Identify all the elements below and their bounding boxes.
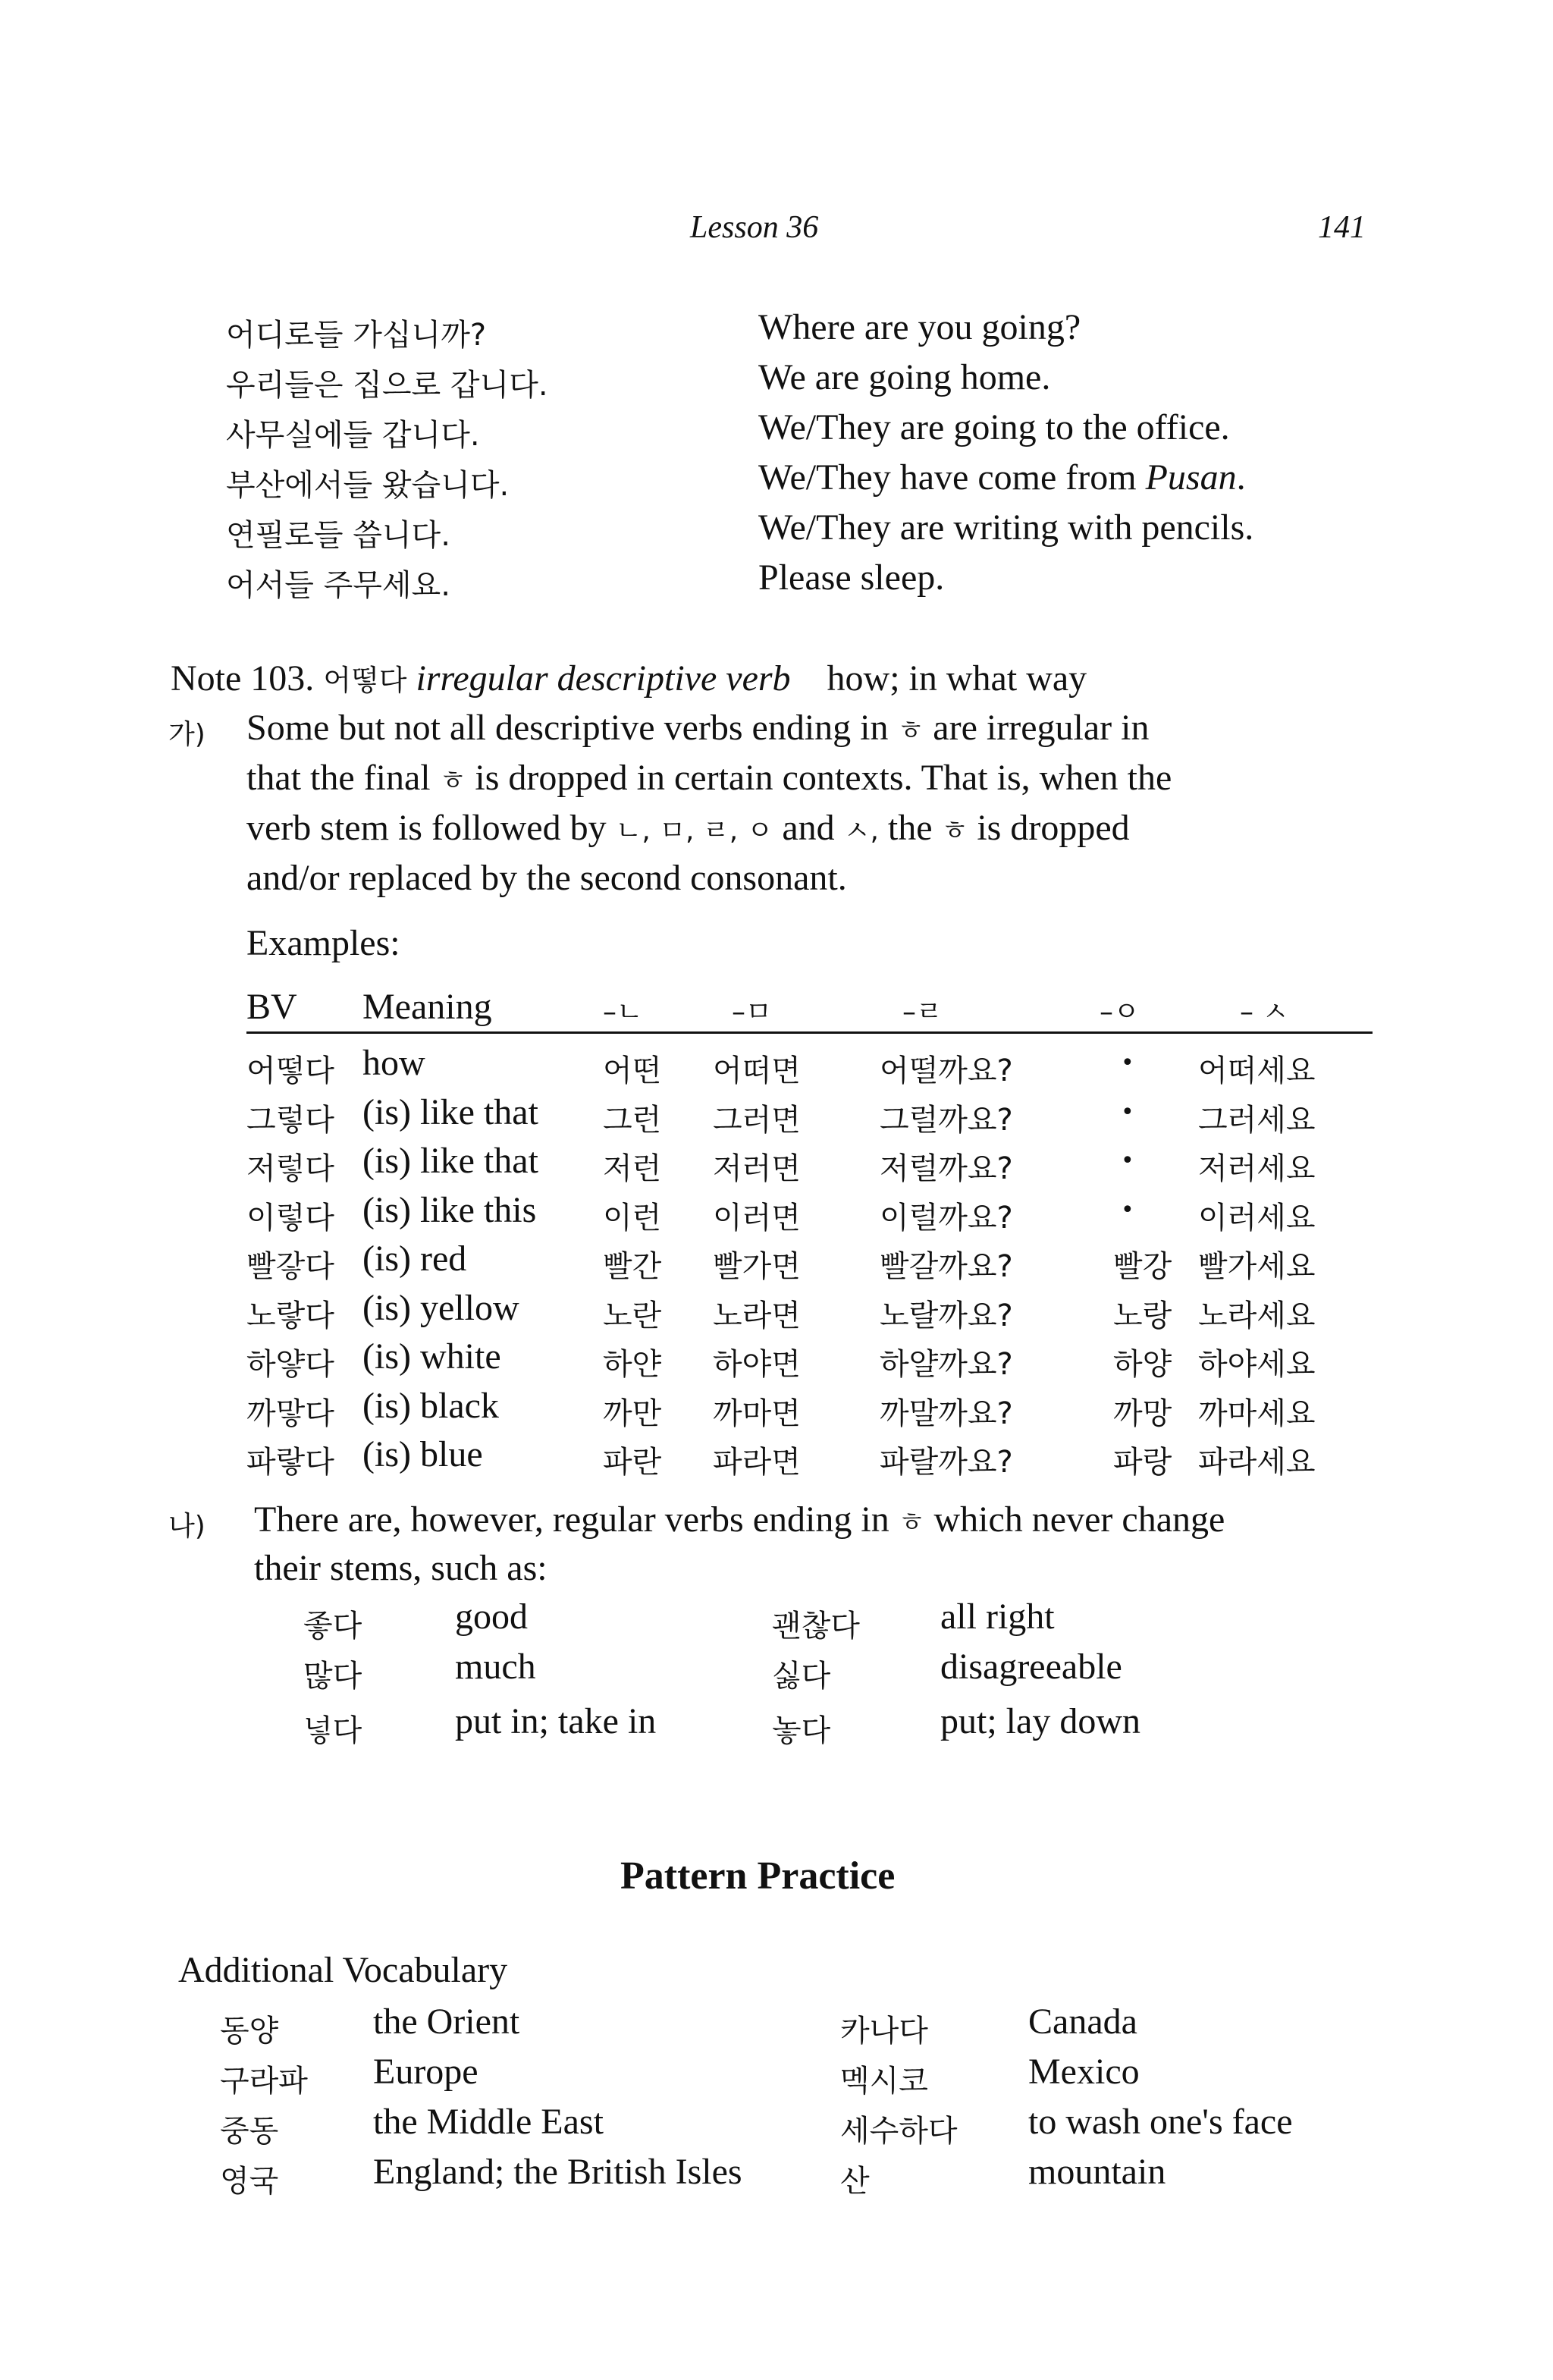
vocab-ko: 카나다	[840, 2014, 928, 2049]
cell-bv: 그렇다	[246, 1103, 334, 1138]
sentence-ko: 부산에서들 왔습니다.	[226, 468, 510, 503]
note-title: irregular descriptive verb	[416, 658, 791, 699]
sentence-en: We/They are writing with pencils.	[758, 507, 1254, 548]
jamo-h: ㅎ	[897, 715, 924, 746]
page-number: 141	[1318, 210, 1366, 245]
regular-verb-en: put in; take in	[455, 1701, 657, 1741]
cell-m-form: 저러면	[713, 1151, 801, 1186]
sentence-ko: 우리들은 집으로 갑니다.	[226, 368, 548, 403]
cell-l-form: 노랄까요?	[880, 1298, 1013, 1333]
text: are irregular in	[933, 708, 1150, 748]
note-number: Note 103.	[171, 658, 315, 699]
table-header-bv: BV	[246, 987, 297, 1027]
cell-l-form: 까말까요?	[880, 1396, 1013, 1431]
vocab-ko: 세수하다	[840, 2114, 958, 2149]
vocab-title: Additional Vocabulary	[178, 1950, 508, 1990]
cell-m-form: 까마면	[713, 1396, 801, 1431]
vocab-en: the Orient	[373, 2002, 520, 2042]
cell-l-form: 파랄까요?	[880, 1445, 1013, 1480]
text: is dropped in certain contexts. That is, when the	[475, 758, 1172, 798]
cell-n-form: 그런	[603, 1103, 662, 1138]
section-marker-a: 가)	[168, 719, 205, 750]
table-header-meaning: Meaning	[362, 987, 492, 1027]
sentence-en	[758, 457, 1246, 498]
cell-n-form: 빨간	[603, 1249, 662, 1284]
sentence-en: We/They are going to the office.	[758, 407, 1230, 447]
cell-bv: 이렇다	[246, 1201, 334, 1236]
note-word: 어떻다	[323, 664, 407, 697]
vocab-en: England; the British Isles	[373, 2152, 742, 2192]
vocab-en: Mexico	[1028, 2052, 1140, 2092]
sentence-ko: 어디로들 가십니까?	[226, 318, 487, 353]
table-header-n: –ㄴ	[603, 997, 643, 1028]
cell-bv: 파랗다	[246, 1445, 334, 1480]
para-a-line-3	[246, 807, 1130, 849]
text: verb stem is followed by	[246, 808, 607, 848]
jamo-h: ㅎ	[439, 765, 466, 796]
sentence-en: We are going home.	[758, 357, 1051, 397]
para-a-line-2	[246, 757, 1172, 799]
cell-bv: 빨갛다	[246, 1249, 334, 1284]
table-rule	[246, 1031, 1373, 1034]
para-a-line-1	[246, 707, 1149, 749]
sentence-ko: 어서들 주무세요.	[226, 568, 450, 603]
cell-n-form: 이런	[603, 1201, 662, 1236]
cell-meaning: (is) black	[362, 1386, 499, 1426]
regular-verb-ko: 넣다	[303, 1713, 362, 1748]
section-marker-b: 나)	[168, 1511, 205, 1542]
vocab-en: to wash one's face	[1028, 2102, 1293, 2142]
cell-meaning: (is) like that	[362, 1092, 538, 1132]
regular-verb-en: all right	[940, 1597, 1055, 1637]
jamo-s: ㅅ,	[843, 815, 879, 846]
cell-ng-form: •	[1121, 1148, 1134, 1174]
vocab-en: Europe	[373, 2052, 478, 2092]
cell-m-form: 이러면	[713, 1201, 801, 1236]
vocab-en: Canada	[1028, 2002, 1137, 2042]
cell-meaning: how	[362, 1043, 425, 1083]
text: the	[887, 808, 933, 848]
cell-n-form: 노란	[603, 1298, 662, 1333]
regular-verb-ko: 놓다	[772, 1713, 831, 1748]
cell-s-form: 파라세요	[1198, 1445, 1316, 1480]
cell-l-form: 하얄까요?	[880, 1347, 1013, 1382]
cell-l-form: 빨갈까요?	[880, 1249, 1013, 1284]
regular-verb-en: much	[455, 1647, 536, 1687]
cell-ng-form: •	[1121, 1197, 1134, 1223]
vocab-ko: 영국	[220, 2164, 279, 2199]
text: Some but not all descriptive verbs ending in	[246, 708, 889, 748]
cell-l-form: 이럴까요?	[880, 1201, 1013, 1236]
para-b-line-1	[254, 1499, 1225, 1540]
cell-l-form: 어떨까요?	[880, 1053, 1013, 1088]
vocab-en: mountain	[1028, 2152, 1166, 2192]
cell-s-form: 하야세요	[1198, 1347, 1316, 1382]
cell-ng-form: 하양	[1113, 1347, 1172, 1382]
cell-meaning: (is) like that	[362, 1141, 538, 1181]
jamo-h: ㅎ	[898, 1507, 925, 1538]
cell-m-form: 하야면	[713, 1347, 801, 1382]
text: is dropped	[977, 808, 1130, 848]
cell-s-form: 그러세요	[1198, 1103, 1316, 1138]
vocab-en: the Middle East	[373, 2102, 604, 2142]
place-name: Pusan	[1145, 457, 1237, 498]
cell-n-form: 어떤	[603, 1053, 662, 1088]
examples-label: Examples:	[246, 923, 400, 963]
cell-ng-form: 파랑	[1113, 1445, 1172, 1480]
cell-m-form: 빨가면	[713, 1249, 801, 1284]
table-header-s: – ㅅ	[1240, 997, 1289, 1028]
cell-s-form: 이러세요	[1198, 1201, 1316, 1236]
jamo-list: ㄴ, ㅁ, ㄹ, ㅇ	[615, 815, 773, 846]
cell-meaning: (is) red	[362, 1239, 467, 1279]
vocab-ko: 산	[840, 2164, 870, 2199]
vocab-ko: 멕시코	[840, 2064, 928, 2099]
cell-n-form: 하얀	[603, 1347, 662, 1382]
cell-bv: 까맣다	[246, 1396, 334, 1431]
regular-verb-en: put; lay down	[940, 1701, 1140, 1741]
cell-m-form: 그러면	[713, 1103, 801, 1138]
cell-l-form: 저럴까요?	[880, 1151, 1013, 1186]
cell-n-form: 저런	[603, 1151, 662, 1186]
regular-verb-ko: 싫다	[772, 1659, 831, 1694]
cell-meaning: (is) like this	[362, 1190, 537, 1230]
cell-ng-form: •	[1121, 1099, 1134, 1126]
note-heading	[171, 657, 1087, 699]
sentence-en-suffix: .	[1236, 457, 1246, 498]
cell-meaning: (is) white	[362, 1336, 501, 1377]
cell-l-form: 그럴까요?	[880, 1103, 1013, 1138]
text: and	[782, 808, 835, 848]
vocab-ko: 중동	[220, 2114, 279, 2149]
regular-verb-en: disagreeable	[940, 1647, 1122, 1687]
jamo-h: ㅎ	[941, 815, 968, 846]
note-gloss: how; in what way	[827, 658, 1087, 699]
vocab-ko: 동양	[220, 2014, 279, 2049]
text: There are, however, regular verbs ending in	[254, 1499, 889, 1540]
regular-verb-en: good	[455, 1597, 528, 1637]
sentence-ko: 사무실에들 갑니다.	[226, 418, 480, 453]
cell-ng-form: 빨강	[1113, 1249, 1172, 1284]
cell-m-form: 파라면	[713, 1445, 801, 1480]
cell-meaning: (is) yellow	[362, 1288, 519, 1328]
cell-ng-form: 까망	[1113, 1396, 1172, 1431]
cell-s-form: 까마세요	[1198, 1396, 1316, 1431]
sentence-en-prefix: We/They have come from	[758, 457, 1146, 498]
cell-ng-form: •	[1121, 1050, 1134, 1076]
cell-bv: 하얗다	[246, 1347, 334, 1382]
para-a-line-4: and/or replaced by the second consonant.	[246, 858, 847, 898]
cell-meaning: (is) blue	[362, 1434, 483, 1474]
cell-bv: 노랗다	[246, 1298, 334, 1333]
cell-m-form: 노라면	[713, 1298, 801, 1333]
cell-s-form: 빨가세요	[1198, 1249, 1316, 1284]
sentence-en: Please sleep.	[758, 557, 945, 598]
table-header-m: –ㅁ	[732, 997, 772, 1028]
regular-verb-ko: 괜찮다	[772, 1609, 860, 1644]
cell-n-form: 까만	[603, 1396, 662, 1431]
table-header-l: –ㄹ	[902, 997, 943, 1028]
sentence-en: Where are you going?	[758, 307, 1081, 347]
cell-s-form: 저러세요	[1198, 1151, 1316, 1186]
cell-n-form: 파란	[603, 1445, 662, 1480]
regular-verb-ko: 많다	[303, 1659, 362, 1694]
cell-bv: 어떻다	[246, 1053, 334, 1088]
text: which never change	[933, 1499, 1225, 1540]
vocab-ko: 구라파	[220, 2064, 308, 2099]
sentence-ko: 연필로들 씁니다.	[226, 518, 450, 553]
cell-ng-form: 노랑	[1113, 1298, 1172, 1333]
para-b-line-2: their stems, such as:	[254, 1548, 547, 1588]
cell-m-form: 어떠면	[713, 1053, 801, 1088]
cell-s-form: 어떠세요	[1198, 1053, 1316, 1088]
running-header-lesson: Lesson 36	[690, 210, 819, 245]
text: that the final	[246, 758, 431, 798]
section-title: Pattern Practice	[620, 1854, 896, 1898]
cell-s-form: 노라세요	[1198, 1298, 1316, 1333]
table-header-ng: –ㅇ	[1100, 997, 1140, 1028]
regular-verb-ko: 좋다	[303, 1609, 362, 1644]
cell-bv: 저렇다	[246, 1151, 334, 1186]
